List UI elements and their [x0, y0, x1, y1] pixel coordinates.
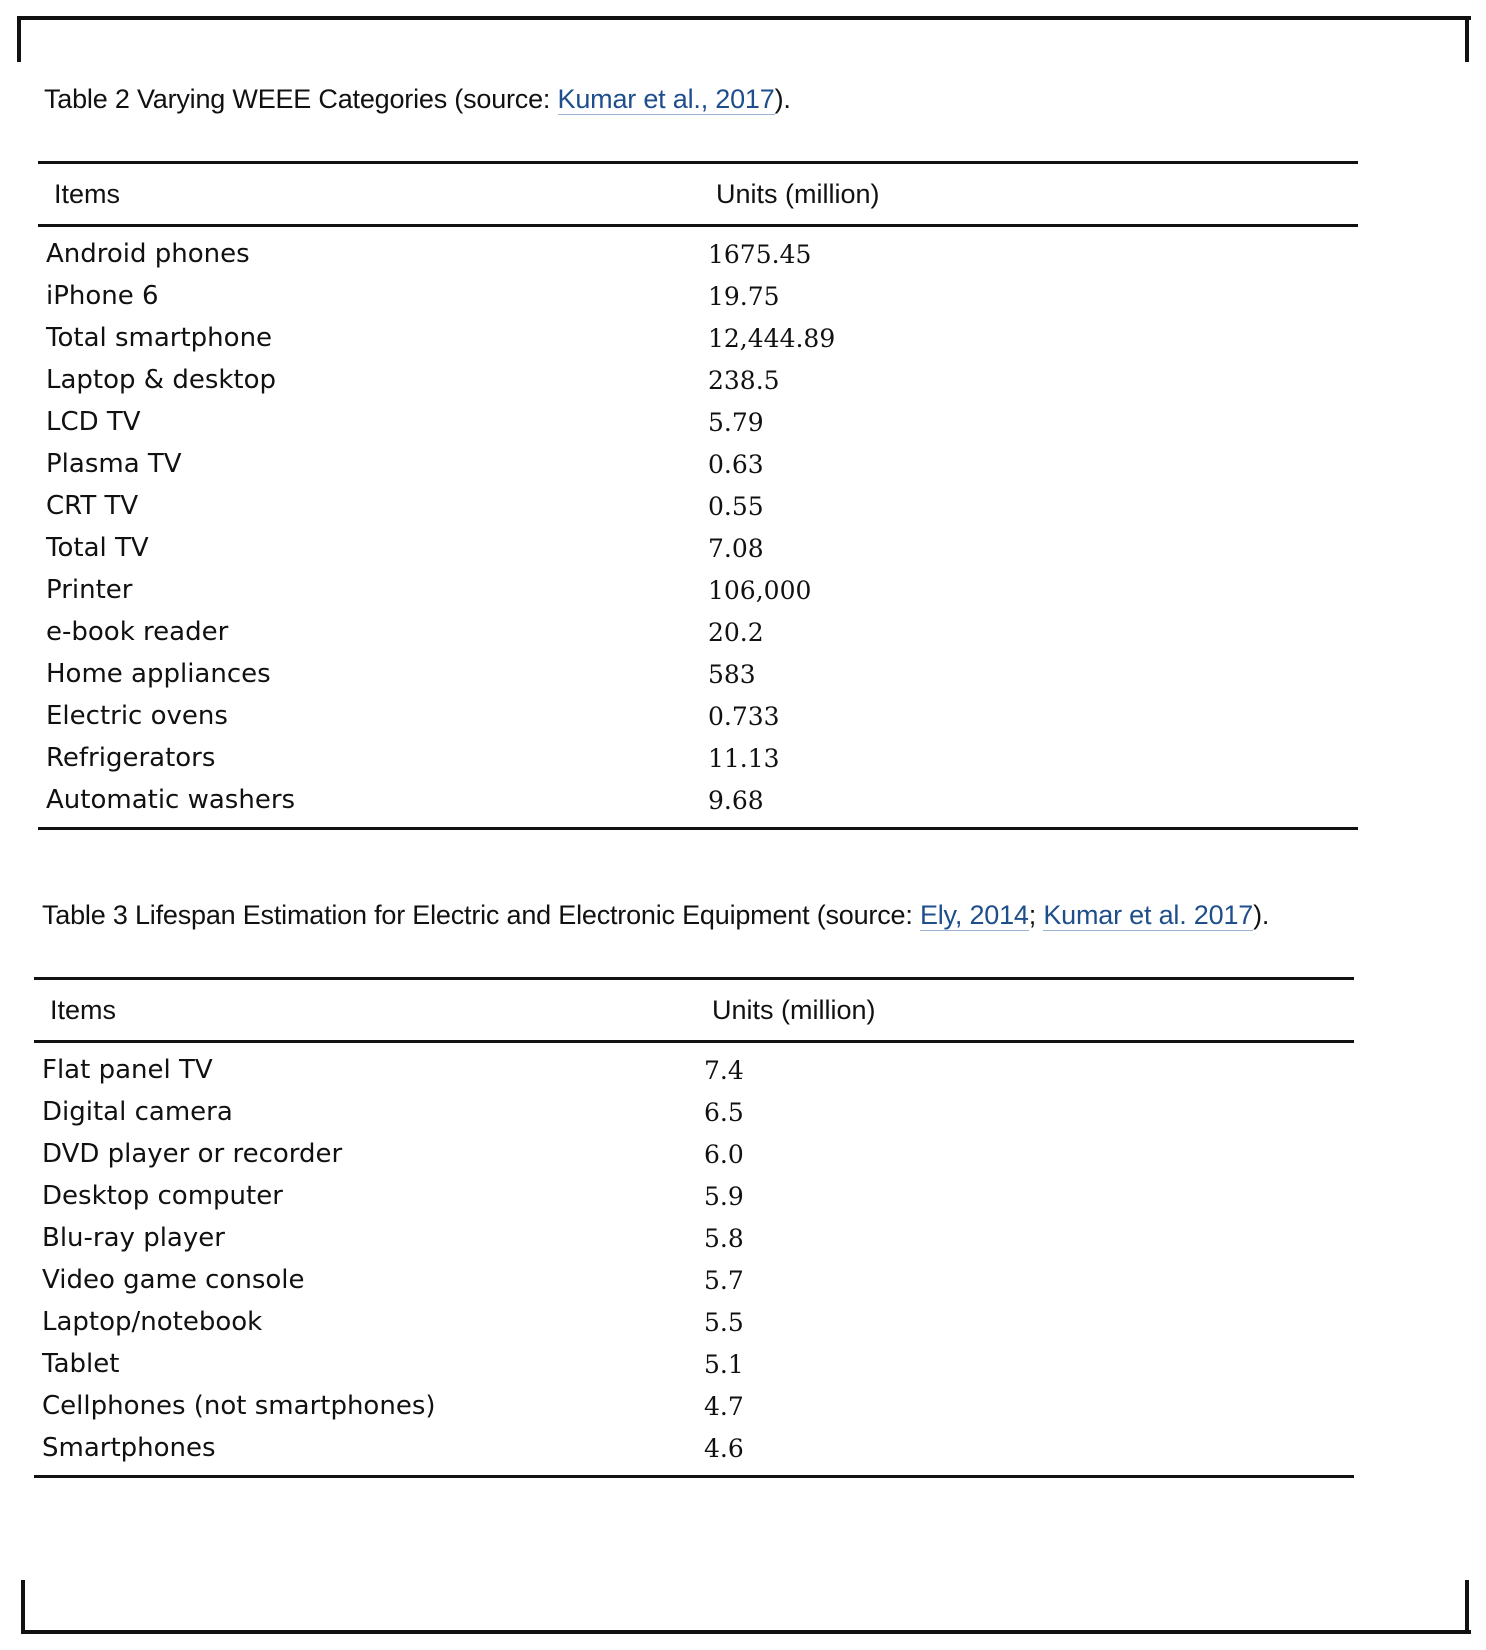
item-name-cell: Laptop/notebook: [42, 1307, 263, 1337]
table3-caption-separator: ;: [1028, 900, 1044, 930]
item-name-cell: Electric ovens: [46, 701, 228, 731]
frame-bottom-line: [21, 1630, 1471, 1634]
table3: [34, 977, 1354, 1478]
units-value-cell: 5.7: [704, 1265, 744, 1295]
item-name-cell: Smartphones: [34, 1427, 704, 1477]
table2-header-units: Units (million): [708, 163, 1358, 226]
units-value-cell: 6.5: [704, 1097, 744, 1127]
item-name-cell: Total TV: [46, 533, 149, 563]
table-row: [38, 485, 1358, 527]
item-name-cell: Video game console: [42, 1265, 305, 1295]
table2-citation-link[interactable]: Kumar et al., 2017: [557, 84, 775, 114]
item-name-cell: Blu-ray player: [42, 1223, 225, 1253]
item-name-cell: Printer: [46, 575, 133, 605]
table2: [38, 161, 1358, 830]
table3-caption: [42, 900, 1269, 931]
item-name-cell: Tablet: [42, 1349, 120, 1379]
table2-header-items: Items: [38, 163, 708, 226]
units-value-cell: 6.0: [704, 1139, 744, 1169]
frame-corner-top-right: [1457, 16, 1469, 62]
units-value-cell: 0.55: [708, 491, 764, 521]
units-value-cell: 5.8: [704, 1223, 744, 1253]
item-name-cell: LCD TV: [46, 407, 141, 437]
units-value-cell: 0.63: [708, 449, 764, 479]
table-row: [34, 1133, 1354, 1175]
table-row: [38, 275, 1358, 317]
units-value-cell: 12,444.89: [708, 323, 836, 353]
table3-caption-text: Table 3 Lifespan Estimation for Electric and Electronic Equipment (source:: [42, 900, 920, 930]
units-value-cell: 5.9: [704, 1181, 744, 1211]
table-row: [38, 443, 1358, 485]
units-value-cell: 5.79: [708, 407, 764, 437]
table-row: [38, 527, 1358, 569]
frame-corner-bottom-left: [21, 1580, 33, 1634]
units-value-cell: 5.1: [704, 1349, 744, 1379]
units-value-cell: 11.13: [708, 743, 780, 773]
table-row: [34, 1042, 1354, 1092]
table3-header-row: [34, 979, 1354, 1042]
table-row: [38, 317, 1358, 359]
table3-citation-link-kumar[interactable]: Kumar et al. 2017: [1043, 900, 1254, 930]
item-name-cell: iPhone 6: [46, 281, 159, 311]
item-name-cell: Android phones: [46, 239, 250, 269]
item-name-cell: Plasma TV: [46, 449, 182, 479]
table3-header-items: Items: [34, 979, 704, 1042]
table-row: [34, 1385, 1354, 1427]
table-row: [38, 611, 1358, 653]
table-row: [38, 653, 1358, 695]
table2-caption: [44, 84, 791, 115]
item-name-cell: Automatic washers: [38, 779, 708, 829]
units-value-cell: 7.08: [708, 533, 764, 563]
item-name-cell: Home appliances: [46, 659, 271, 689]
table2-caption-suffix: ).: [774, 84, 791, 114]
table-row: [34, 1175, 1354, 1217]
frame-top-line: [17, 16, 1471, 20]
item-name-cell: Flat panel TV: [42, 1055, 213, 1085]
units-value-cell: 106,000: [708, 575, 812, 605]
item-name-cell: Refrigerators: [46, 743, 216, 773]
item-name-cell: Total smartphone: [46, 323, 273, 353]
units-value-cell: 19.75: [708, 281, 780, 311]
table-row: [38, 737, 1358, 779]
table-row: [34, 1259, 1354, 1301]
units-value-cell: 4.6: [704, 1427, 1354, 1477]
units-value-cell: 20.2: [708, 617, 764, 647]
table-row: [38, 226, 1358, 276]
units-value-cell: 0.733: [708, 701, 780, 731]
units-value-cell: 4.7: [704, 1391, 744, 1421]
item-name-cell: Digital camera: [42, 1097, 233, 1127]
item-name-cell: Laptop & desktop: [46, 365, 277, 395]
units-value-cell: 1675.45: [708, 239, 812, 269]
item-name-cell: Cellphones (not smartphones): [42, 1391, 436, 1421]
item-name-cell: e-book reader: [46, 617, 229, 647]
table-row: [38, 569, 1358, 611]
table-row: [34, 1217, 1354, 1259]
frame-corner-bottom-right: [1457, 1580, 1469, 1634]
table-row: [34, 1427, 1354, 1477]
frame-corner-top-left: [17, 16, 29, 62]
table-row: [34, 1343, 1354, 1385]
table-row: [38, 779, 1358, 829]
units-value-cell: 583: [708, 659, 756, 689]
table3-citation-link-ely[interactable]: Ely, 2014: [919, 900, 1029, 930]
units-value-cell: 9.68: [708, 779, 1358, 829]
units-value-cell: 5.5: [704, 1307, 744, 1337]
table3-body: [34, 1042, 1354, 1477]
item-name-cell: CRT TV: [46, 491, 139, 521]
table-row: [38, 695, 1358, 737]
item-name-cell: Desktop computer: [42, 1181, 283, 1211]
table-row: [38, 401, 1358, 443]
item-name-cell: DVD player or recorder: [42, 1139, 343, 1169]
table2-header-row: [38, 163, 1358, 226]
table3-header-units: Units (million): [704, 979, 1354, 1042]
table-row: [34, 1091, 1354, 1133]
units-value-cell: 7.4: [704, 1055, 744, 1085]
units-value-cell: 238.5: [708, 365, 780, 395]
table-row: [38, 359, 1358, 401]
table2-body: [38, 226, 1358, 829]
table-row: [34, 1301, 1354, 1343]
table2-caption-text: Table 2 Varying WEEE Categories (source:: [44, 84, 558, 114]
table3-caption-suffix: ).: [1253, 900, 1270, 930]
